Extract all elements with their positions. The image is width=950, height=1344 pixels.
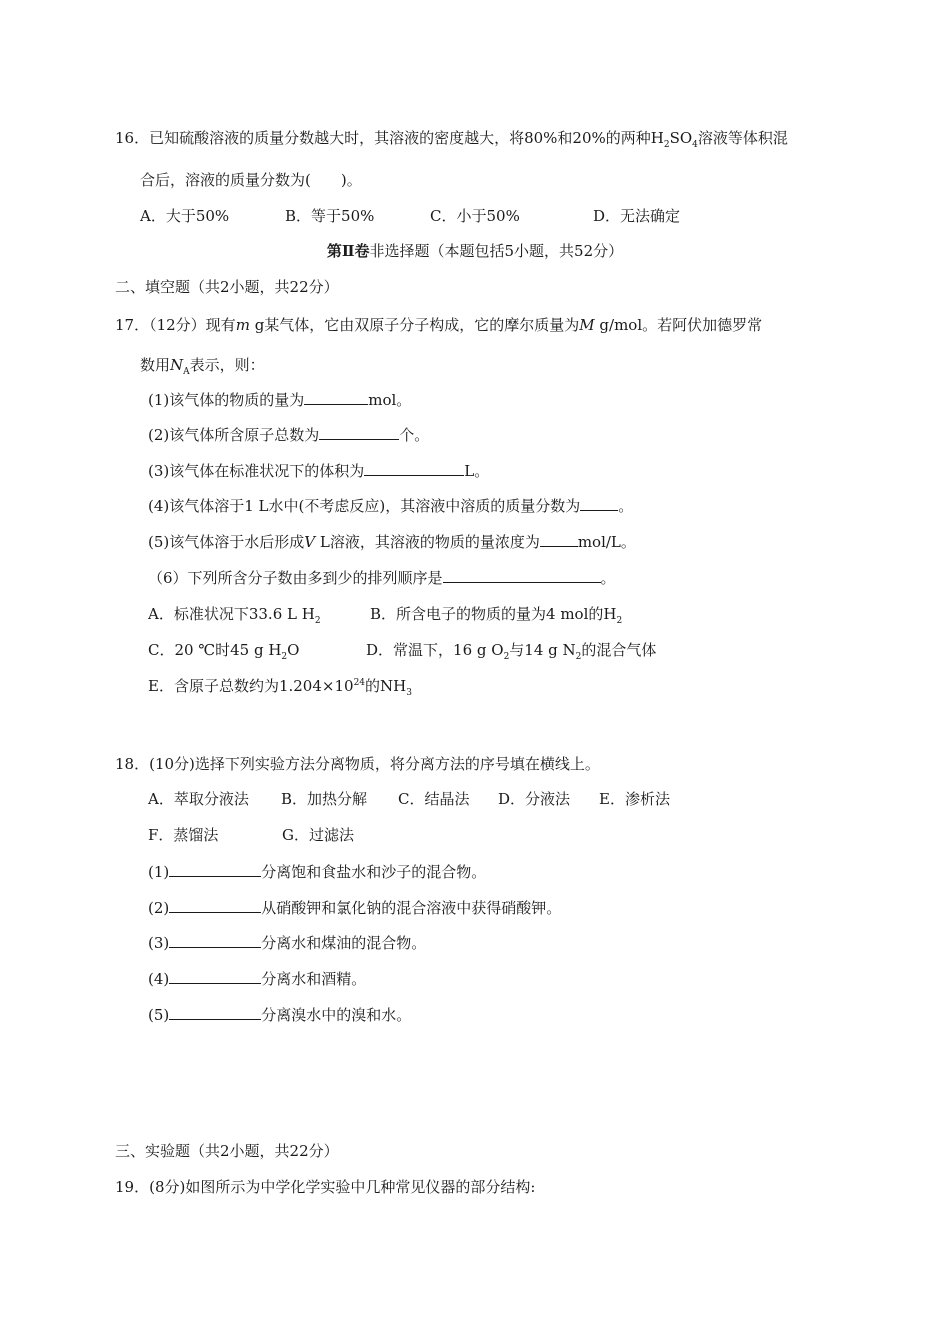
- subscript: 2: [575, 652, 582, 662]
- item-number: (1): [148, 863, 170, 881]
- answer-blank[interactable]: [540, 532, 578, 547]
- q17-sub3-text: (3)该气体在标准状况下的体积为: [148, 462, 365, 480]
- q16-option-c: C．小于50%: [430, 207, 520, 225]
- option-text: B．所含电子的物质的量为4 mol的H: [370, 605, 617, 623]
- q17-sub5-text: L溶液，其溶液的物质的量浓度为: [315, 533, 540, 551]
- q18-method-d: D．分液法: [498, 790, 571, 808]
- q17-sub1-unit: mol。: [368, 391, 412, 409]
- item-number: (5): [148, 1006, 170, 1024]
- q17-sub1: [148, 390, 411, 410]
- q17-sub3: [148, 461, 489, 481]
- subscript: 2: [314, 616, 321, 626]
- q17-var-m: m: [235, 316, 250, 334]
- q16-text-c: 溶液等体积混: [697, 129, 788, 147]
- q18-method-b: B．加热分解: [281, 790, 368, 808]
- q19-line1: 19．(8分)如图所示为中学化学实验中几种常见仪器的部分结构:: [115, 1178, 536, 1196]
- option-text: E．含原子总数约为1.204×10: [148, 677, 354, 695]
- subscript: 2: [281, 652, 288, 662]
- subscript: 2: [616, 616, 623, 626]
- q17-sub4-text: (4)该气体溶于1 L水中(不考虑反应)，其溶液中溶质的质量分数为: [148, 497, 581, 515]
- answer-blank[interactable]: [169, 1005, 261, 1020]
- q18-item: [148, 969, 366, 989]
- option-text: O: [287, 641, 300, 659]
- q18-item: [148, 1005, 411, 1025]
- q17-sub1-text: (1)该气体的物质的量为: [148, 391, 305, 409]
- q16-option-b: B．等于50%: [285, 207, 375, 225]
- q17-sub4-unit: 。: [618, 497, 634, 515]
- q17-option-c: [148, 640, 299, 660]
- q16-text-b: SO: [669, 129, 693, 147]
- option-text: A．标准状况下33.6 L H: [148, 605, 315, 623]
- item-text: 从硝酸钾和氯化钠的混合溶液中获得硝酸钾。: [261, 899, 562, 917]
- q18-method-a: A．萃取分液法: [148, 790, 249, 808]
- q17-var-NA: N: [170, 356, 184, 374]
- item-text: 分离水和煤油的混合物。: [261, 934, 427, 952]
- q17-text: g某气体，它由双原子分子构成，它的摩尔质量为: [249, 316, 580, 334]
- q17-sub2-text: (2)该气体所含原子总数为: [148, 426, 320, 444]
- part2-title-rest: 非选择题（本题包括5小题，共52分）: [369, 242, 624, 260]
- option-text: D．常温下，16 g O: [366, 641, 504, 659]
- answer-blank[interactable]: [169, 862, 261, 877]
- q17-sub2-unit: 个。: [399, 426, 430, 444]
- item-number: (4): [148, 970, 170, 988]
- q18-item: [148, 898, 561, 918]
- q18-method-f: F．蒸馏法: [148, 826, 219, 844]
- q17-sub5-unit: mol/L。: [577, 533, 636, 551]
- section2-heading: 二、填空题（共2小题，共22分）: [115, 278, 339, 296]
- part2-title: [0, 241, 950, 261]
- q17-text: 表示，则：: [189, 356, 265, 374]
- q17-sub6-text: （6）下列所含分子数由多到少的排列顺序是: [148, 569, 443, 587]
- q18-item: [148, 862, 486, 882]
- q17-option-a: [148, 604, 321, 624]
- q16-line2: 合后，溶液的质量分数为( )。: [140, 171, 362, 189]
- part2-title-bold: 第Ⅱ卷: [326, 242, 370, 260]
- q18-item: [148, 933, 426, 953]
- q17-sub5: [148, 532, 636, 552]
- answer-blank[interactable]: [319, 425, 399, 440]
- q17-sub2: [148, 425, 429, 445]
- option-text: 与14 g N: [509, 641, 576, 659]
- q18-method-e: E．渗析法: [599, 790, 670, 808]
- q17-option-b: [370, 604, 622, 624]
- q17-option-d: [366, 640, 656, 660]
- answer-blank[interactable]: [169, 969, 261, 984]
- q17-text: g/mol。若阿伏加德罗常: [594, 316, 763, 334]
- q17-line2: [140, 355, 265, 375]
- q16-option-a: A．大于50%: [140, 207, 230, 225]
- superscript: 24: [353, 678, 366, 688]
- subscript: 2: [663, 140, 670, 150]
- item-number: (2): [148, 899, 170, 917]
- answer-blank[interactable]: [169, 898, 261, 913]
- option-text: 的混合气体: [581, 641, 657, 659]
- q17-var-V: V: [304, 533, 316, 551]
- subscript: 4: [692, 140, 698, 150]
- answer-blank[interactable]: [443, 568, 601, 583]
- subscript: 3: [406, 688, 412, 698]
- q18-method-c: C．结晶法: [398, 790, 470, 808]
- q16-line1: [115, 128, 788, 148]
- item-number: (3): [148, 934, 170, 952]
- answer-blank[interactable]: [580, 496, 618, 511]
- section3-heading: 三、实验题（共2小题，共22分）: [115, 1142, 339, 1160]
- item-text: 分离溴水中的溴和水。: [261, 1006, 412, 1024]
- answer-blank[interactable]: [304, 390, 368, 405]
- subscript: 2: [503, 652, 510, 662]
- q17-sub4: [148, 496, 633, 516]
- item-text: 分离水和酒精。: [261, 970, 367, 988]
- option-text: 的NH: [365, 677, 407, 695]
- q17-sub3-unit: L。: [464, 462, 490, 480]
- q17-sub6-unit: 。: [600, 569, 616, 587]
- q17-sub5-text: (5)该气体溶于水后形成: [148, 533, 305, 551]
- answer-blank[interactable]: [364, 461, 464, 476]
- q17-line1: [115, 315, 762, 335]
- q17-text: 数用: [140, 356, 171, 374]
- q16-option-d: D．无法确定: [593, 207, 681, 225]
- q17-text: 17．（12分）现有: [115, 316, 236, 334]
- subscript: A: [183, 367, 190, 377]
- q17-sub6: [148, 568, 616, 588]
- item-text: 分离饱和食盐水和沙子的混合物。: [261, 863, 487, 881]
- q17-option-e: [148, 676, 412, 696]
- option-text: C．20 ℃时45 g H: [148, 641, 282, 659]
- q18-method-g: G．过滤法: [282, 826, 354, 844]
- q17-var-M: M: [579, 316, 595, 334]
- q16-text-a: 16．已知硫酸溶液的质量分数越大时，其溶液的密度越大，将80%和20%的两种H: [115, 129, 664, 147]
- q18-line1: 18．(10分)选择下列实验方法分离物质，将分离方法的序号填在横线上。: [115, 755, 600, 773]
- answer-blank[interactable]: [169, 933, 261, 948]
